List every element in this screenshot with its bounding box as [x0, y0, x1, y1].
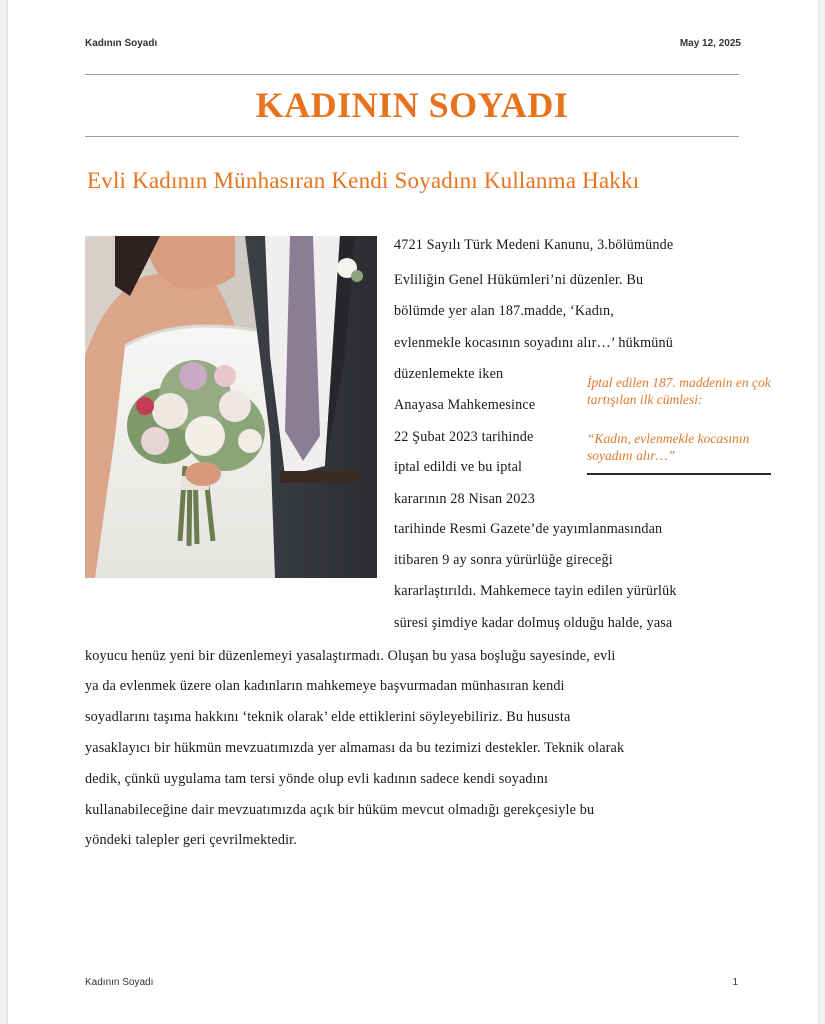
document-page [8, 0, 818, 1024]
pull-quote-text: “Kadın, evlenmekle kocasının soyadını alır…” [587, 431, 750, 463]
running-header-date: May 12, 2025 [679, 38, 741, 49]
body-line-10: tarihinde Resmi Gazete’de yayımlanmasından [394, 521, 663, 537]
pull-quote-rule [587, 473, 771, 475]
body-line-17: yasaklayıcı bir hükmün mevzuatımızda yer almaması da bu tezimizi destekler. Teknik olarak [85, 740, 625, 756]
body-line-20: yöndeki talepler geri çevrilmektedir. [85, 832, 297, 848]
page-number: 1 [732, 977, 738, 988]
article-heading: Evli Kadının Münhasıran Kendi Soyadını Kullanma Hakkı [87, 168, 640, 193]
body-line-2: Evliliğin Genel Hükümleri’ni düzenler. Bu [394, 272, 644, 288]
body-line-5: düzenlemekte iken [394, 366, 504, 382]
body-line-12: kararlaştırıldı. Mahkemece tayin edilen yürürlük [394, 583, 677, 599]
body-line-8: iptal edildi ve bu iptal [394, 459, 523, 475]
body-line-1: 4721 Sayılı Türk Medeni Kanunu, 3.bölümünde [394, 237, 674, 253]
body-line-15: ya da evlenmek üzere olan kadınların mahkemeye başvurmadan münhasıran kendi [85, 678, 565, 694]
body-line-11: itibaren 9 ay sonra yürürlüğe gireceği [394, 552, 613, 568]
wedding-photo [85, 236, 377, 578]
wedding-couple-icon [85, 236, 377, 578]
body-line-9: kararının 28 Nisan 2023 [394, 491, 535, 507]
body-line-6: Anayasa Mahkemesince [394, 397, 536, 413]
body-line-18: dedik, çünkü uygulama tam tersi yönde olup evli kadının sadece kendi soyadını [85, 771, 549, 787]
body-line-4: evlenmekle kocasının soyadını alır…’ hükmünü [394, 335, 673, 351]
body-line-14: koyucu henüz yeni bir düzenlemeyi yasalaştırmadı. Oluşan bu yasa boşluğu sayesinde, evli [85, 648, 616, 664]
body-line-13: süresi şimdiye kadar dolmuş olduğu halde, yasa [394, 615, 673, 631]
body-line-3: bölümde yer alan 187.madde, ‘Kadın, [394, 303, 614, 319]
page-title: KADININ SOYADI [255, 85, 569, 125]
title-top-rule [85, 74, 739, 75]
body-line-19: kullanabileceğine dair mevzuatımızda açık bir hüküm mevcut olmadığı gerekçesiyle bu [85, 802, 595, 818]
running-header-title: Kadının Soyadı [85, 38, 158, 49]
pull-quote-caption: İptal edilen 187. maddenin en çok tartışılan ilk cümlesi: [587, 375, 771, 407]
running-footer-title: Kadının Soyadı [85, 977, 154, 988]
body-line-16: soyadlarını taşıma hakkını ‘teknik olarak’ elde ettiklerini söyleyebiliriz. Bu hususta [85, 709, 571, 725]
body-line-7: 22 Şubat 2023 tarihinde [394, 429, 534, 445]
title-bottom-rule [85, 136, 739, 137]
